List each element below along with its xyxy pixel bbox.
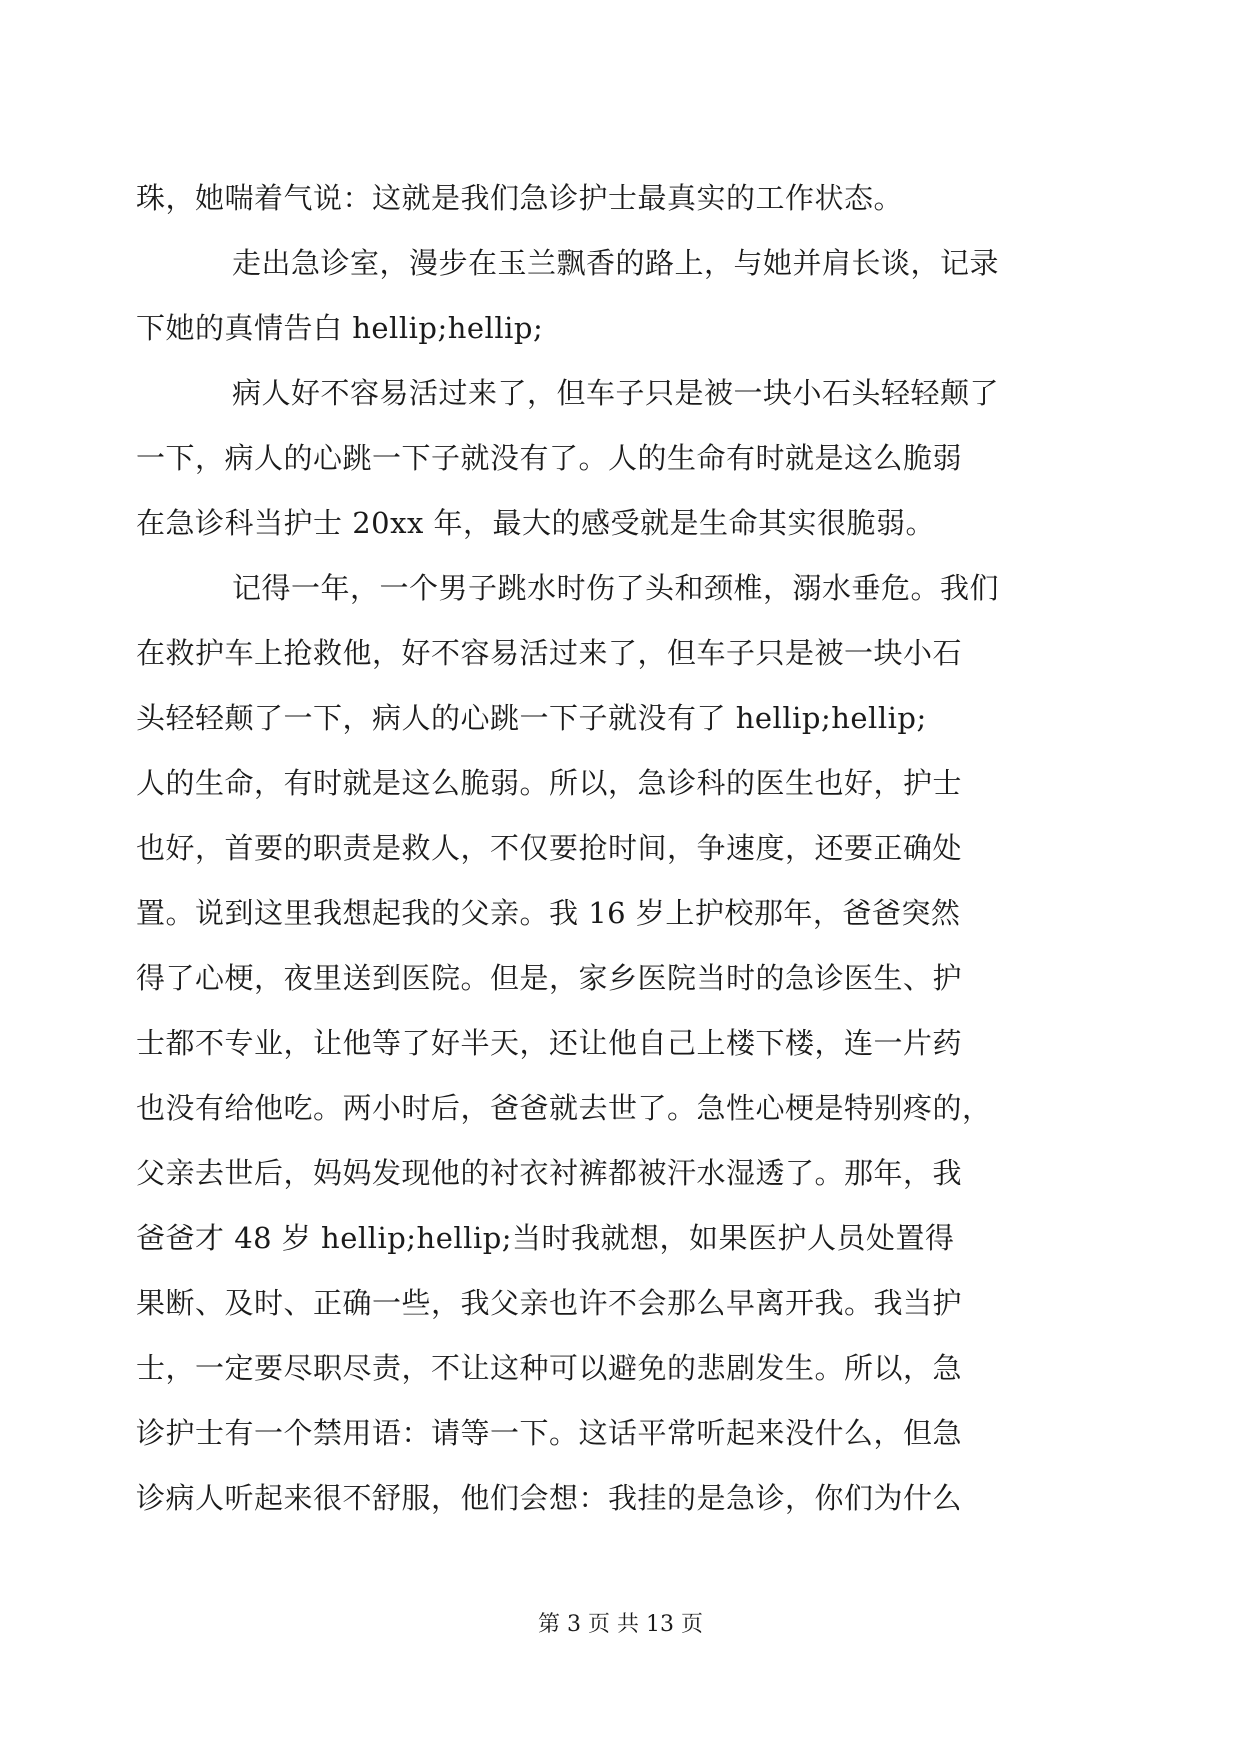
text-line: 在急诊科当护士 20xx 年，最大的感受就是生命其实很脆弱。 xyxy=(136,506,936,540)
text-line: 下她的真情告白 hellip;hellip; xyxy=(136,311,544,345)
text-line: 病人好不容易活过来了，但车子只是被一块小石头轻轻颠了 xyxy=(232,376,1000,410)
text-line: 也没有给他吃。两小时后，爸爸就去世了。急性心梗是特别疼的， xyxy=(136,1091,992,1125)
text-line: 父亲去世后，妈妈发现他的衬衣衬裤都被汗水湿透了。那年，我 xyxy=(136,1156,963,1190)
text-line: 珠，她喘着气说：这就是我们急诊护士最真实的工作状态。 xyxy=(136,181,904,215)
text-line: 诊病人听起来很不舒服，他们会想：我挂的是急诊，你们为什么 xyxy=(136,1481,963,1515)
text-line: 在救护车上抢救他，好不容易活过来了，但车子只是被一块小石 xyxy=(136,636,963,670)
text-line: 记得一年，一个男子跳水时伤了头和颈椎，溺水垂危。我们 xyxy=(232,571,1000,605)
text-line: 诊护士有一个禁用语：请等一下。这话平常听起来没什么，但急 xyxy=(136,1416,963,1450)
text-line: 爸爸才 48 岁 hellip;hellip;当时我就想，如果医护人员处置得 xyxy=(136,1221,955,1255)
text-line: 果断、及时、正确一些，我父亲也许不会那么早离开我。我当护 xyxy=(136,1286,963,1320)
text-line: 士都不专业，让他等了好半天，还让他自己上楼下楼，连一片药 xyxy=(136,1026,963,1060)
text-line: 走出急诊室，漫步在玉兰飘香的路上，与她并肩长谈，记录 xyxy=(232,246,1000,280)
text-line: 一下，病人的心跳一下子就没有了。人的生命有时就是这么脆弱 xyxy=(136,441,963,475)
document-body xyxy=(136,166,1086,1531)
text-line: 得了心梗，夜里送到医院。但是，家乡医院当时的急诊医生、护 xyxy=(136,961,963,995)
text-line: 置。说到这里我想起我的父亲。我 16 岁上护校那年，爸爸突然 xyxy=(136,896,961,930)
text-line: 也好，首要的职责是救人，不仅要抢时间，争速度，还要正确处 xyxy=(136,831,963,865)
text-line: 士，一定要尽职尽责，不让这种可以避免的悲剧发生。所以，急 xyxy=(136,1351,963,1385)
text-line: 人的生命，有时就是这么脆弱。所以，急诊科的医生也好，护士 xyxy=(136,766,963,800)
page-number-footer: 第 3 页 共 13 页 xyxy=(538,1612,703,1637)
text-line: 头轻轻颠了一下，病人的心跳一下子就没有了 hellip;hellip; xyxy=(136,701,927,735)
